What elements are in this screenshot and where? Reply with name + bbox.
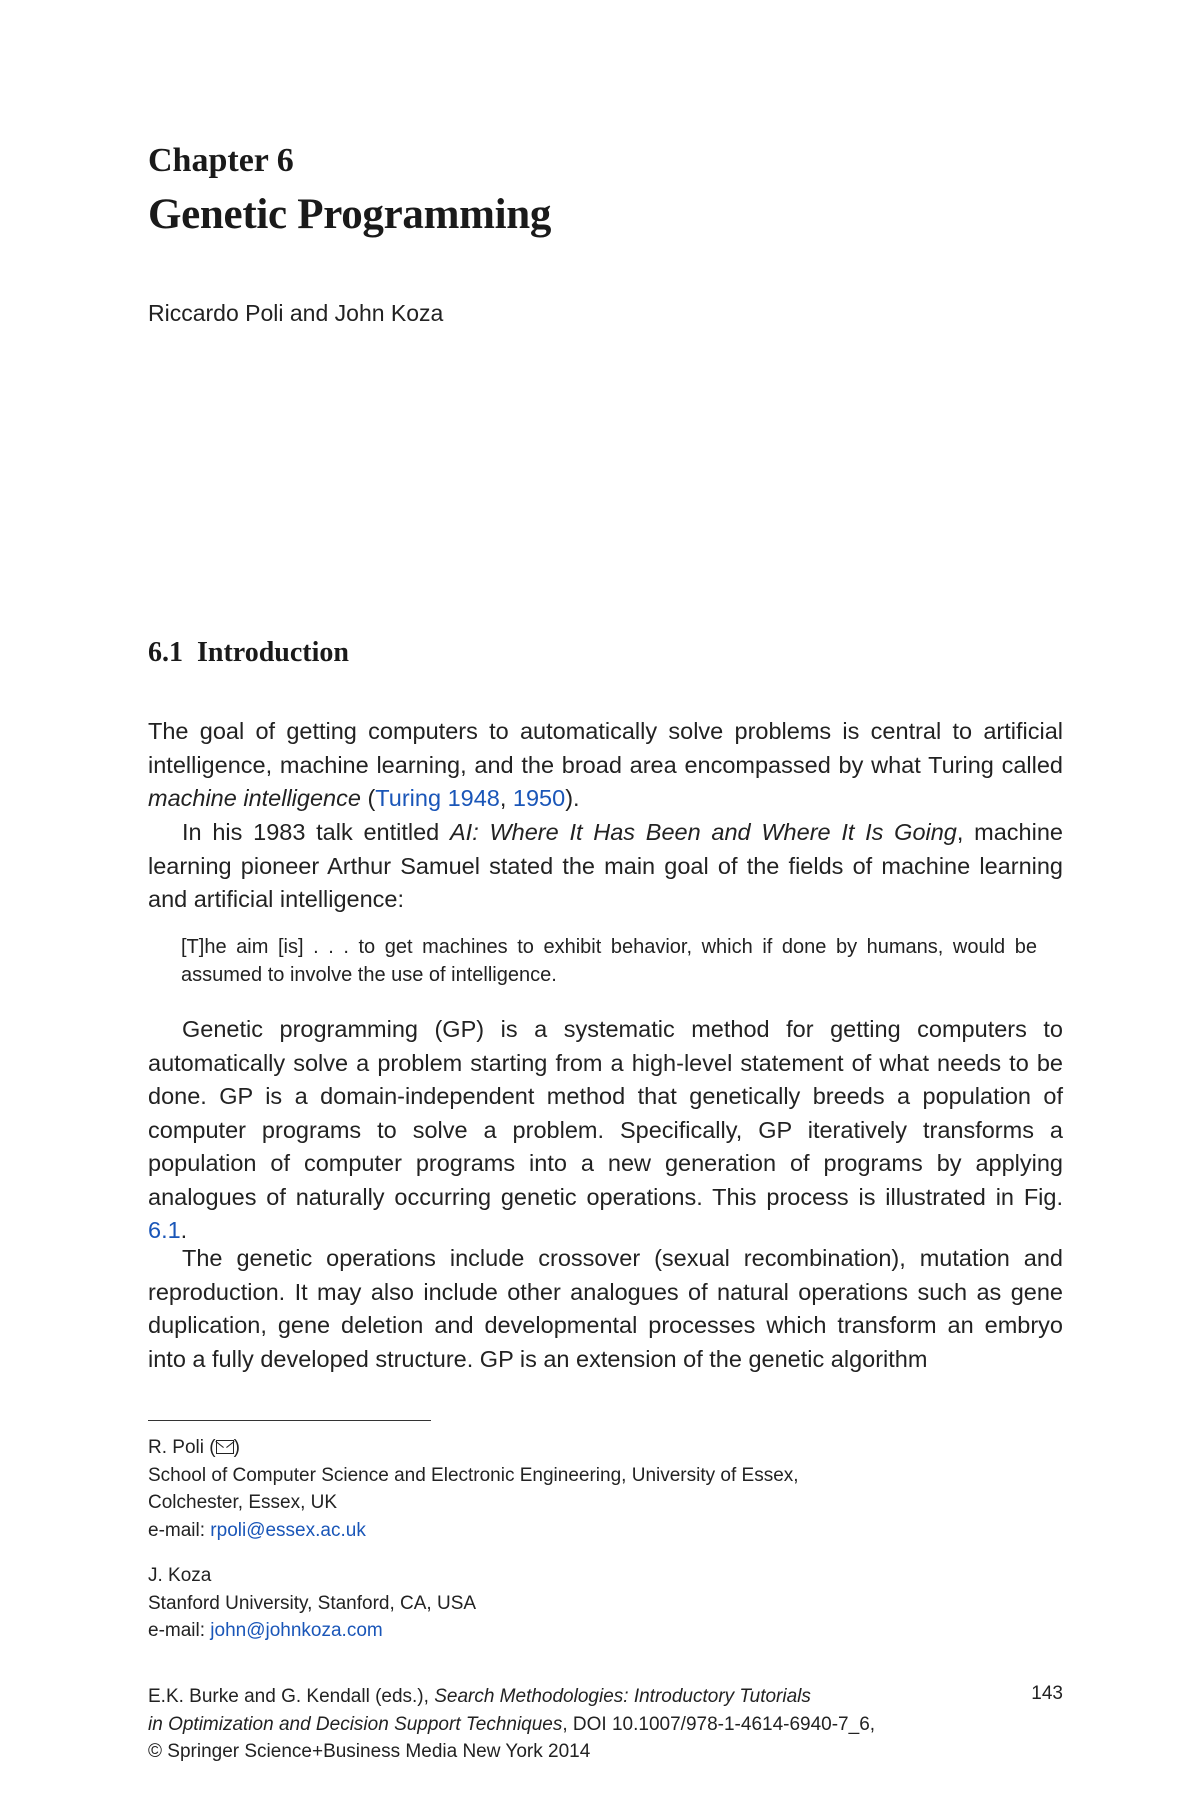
envelope-icon (216, 1440, 234, 1454)
paren-close: ). (565, 785, 580, 811)
paragraph-2 (148, 816, 1063, 917)
paragraph-1 (148, 715, 1063, 816)
poli-email-label: e-mail: (148, 1519, 211, 1541)
paragraph-3-text: Genetic programming (GP) is a systematic method for getting computers to automatically solve a problem starting from a high-level statement of what needs to be done. GP is a domain-independent method that genetically breeds a population of computer programs to solve a problem. Specifically, GP iteratively transforms a population of computer programs into a new generation of programs by applying analogues of naturally occurring genetic operations. This process is illustrated in Fig. (148, 1016, 1063, 1210)
poli-name: R. Poli ( (148, 1437, 216, 1458)
paragraph-3 (148, 1013, 1063, 1248)
paragraph-1-text: The goal of getting computers to automatically solve problems is central to artificial intelligence, machine learning, and the broad area encompassed by what Turing called (148, 718, 1063, 778)
paragraph-3-period: . (180, 1217, 188, 1243)
koza-email-label: e-mail: (148, 1620, 211, 1641)
citation-book-title-2: in Optimization and Decision Support Techniques (148, 1713, 563, 1735)
chapter-label: Chapter 6 (148, 142, 294, 179)
machine-intelligence-emphasis: machine intelligence (148, 785, 361, 811)
citation-doi: , DOI 10.1007/978-1-4614-6940-7_6, (562, 1713, 876, 1735)
turing-1948-citation-link[interactable]: Turing 1948 (375, 785, 500, 811)
paragraph-2-text-start: In his 1983 talk entitled (182, 819, 450, 845)
poli-name-close: ) (233, 1437, 240, 1458)
page-number: 143 (1031, 1683, 1063, 1704)
talk-title-emphasis: AI: Where It Has Been and Where It Is Going (450, 819, 957, 845)
turing-1950-citation-link[interactable]: 1950 (512, 785, 566, 811)
citation-book-title-1: Search Methodologies: Introductory Tutorials (434, 1686, 811, 1707)
chapter-title: Genetic Programming (148, 191, 552, 238)
poli-affiliation-2: Colchester, Essex, UK (148, 1492, 338, 1513)
koza-affiliation: Stanford University, Stanford, CA, USA (148, 1592, 477, 1614)
section-heading (148, 637, 349, 669)
poli-email-link[interactable]: rpoli@essex.ac.uk (210, 1519, 366, 1541)
citation-editors: E.K. Burke and G. Kendall (eds.), (148, 1686, 435, 1707)
koza-name: J. Koza (148, 1565, 212, 1586)
footnote-divider (148, 1420, 431, 1421)
section-number: 6.1 (148, 637, 183, 668)
chapter-authors: Riccardo Poli and John Koza (148, 300, 444, 326)
citation-copyright: © Springer Science+Business Media New York 2014 (148, 1741, 591, 1762)
paragraph-4-text: The genetic operations include crossover (sexual recombination), mutation and reproduction. It may also include other analogues of natural operations such as gene duplication, gene deletion and developmental processes which transform an embryo into a fully developed structure. GP is an extension of the genetic algorithm (148, 1245, 1063, 1372)
footnote-koza (148, 1562, 476, 1645)
paragraph-4 (148, 1242, 1063, 1376)
book-citation (148, 1683, 1063, 1766)
koza-email-link[interactable]: john@johnkoza.com (210, 1620, 383, 1641)
block-quote: [T]he aim [is] . . . to get machines to exhibit behavior, which if done by humans, would be assumed to involve the use of intelligence. (181, 936, 1037, 986)
section-title: Introduction (197, 637, 349, 668)
citation-separator: , (499, 785, 513, 811)
paragraph-2-text-end: , machine learning pioneer Arthur Samuel stated the main goal of the fields of machine learning and artificial intelligence: (148, 819, 1063, 912)
paren-open: ( (360, 785, 376, 811)
footnote-poli (148, 1434, 799, 1544)
figure-6-1-link[interactable]: 6.1 (148, 1217, 181, 1243)
poli-affiliation-1: School of Computer Science and Electronic Engineering, University of Essex, (148, 1464, 799, 1486)
